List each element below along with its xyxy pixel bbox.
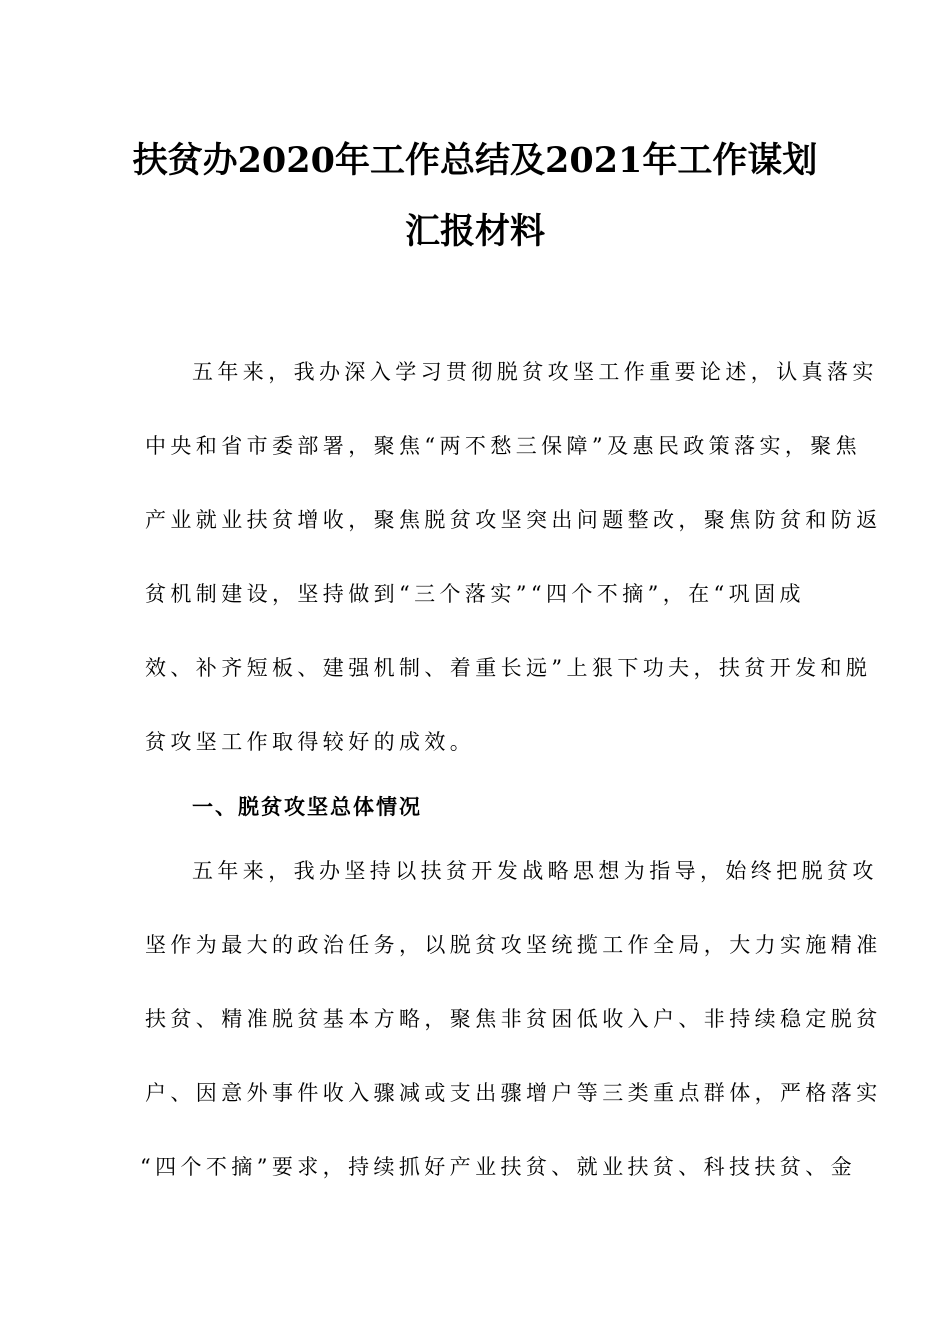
paragraph-2-line-4: 户、因意外事件收入骤减或支出骤增户等三类重点群体，严格落实 bbox=[145, 1081, 882, 1105]
paragraph-1-line-4: 贫机制建设，坚持做到“三个落实”“四个不摘”，在“巩固成 bbox=[145, 582, 805, 606]
paragraph-1-line-2: 中央和省市委部署，聚焦“两不愁三保障”及惠民政策落实，聚焦 bbox=[145, 434, 862, 458]
paragraph-2-line-1: 五年来，我办坚持以扶贫开发战略思想为指导，始终把脱贫攻 bbox=[192, 859, 878, 883]
paragraph-2-line-5: “四个不摘”要求，持续抓好产业扶贫、就业扶贫、科技扶贫、金 bbox=[140, 1155, 857, 1179]
paragraph-1-line-6: 贫攻坚工作取得较好的成效。 bbox=[145, 730, 476, 754]
paragraph-1-line-5: 效、补齐短板、建强机制、着重长远”上狠下功夫，扶贫开发和脱 bbox=[145, 656, 872, 680]
document-title-line-1: 扶贫办2020年工作总结及2021年工作谋划 bbox=[132, 140, 818, 181]
paragraph-1-line-1: 五年来，我办深入学习贯彻脱贫攻坚工作重要论述，认真落实 bbox=[192, 360, 878, 384]
paragraph-1-line-3: 产业就业扶贫增收，聚焦脱贫攻坚突出问题整改，聚焦防贫和防返 bbox=[145, 508, 882, 532]
paragraph-2-line-2: 坚作为最大的政治任务，以脱贫攻坚统揽工作全局，大力实施精准 bbox=[145, 933, 882, 957]
paragraph-2-line-3: 扶贫、精准脱贫基本方略，聚焦非贫困低收入户、非持续稳定脱贫 bbox=[145, 1007, 882, 1031]
document-title-line-2: 汇报材料 bbox=[404, 211, 545, 252]
section-1-heading: 一、脱贫攻坚总体情况 bbox=[192, 795, 422, 819]
